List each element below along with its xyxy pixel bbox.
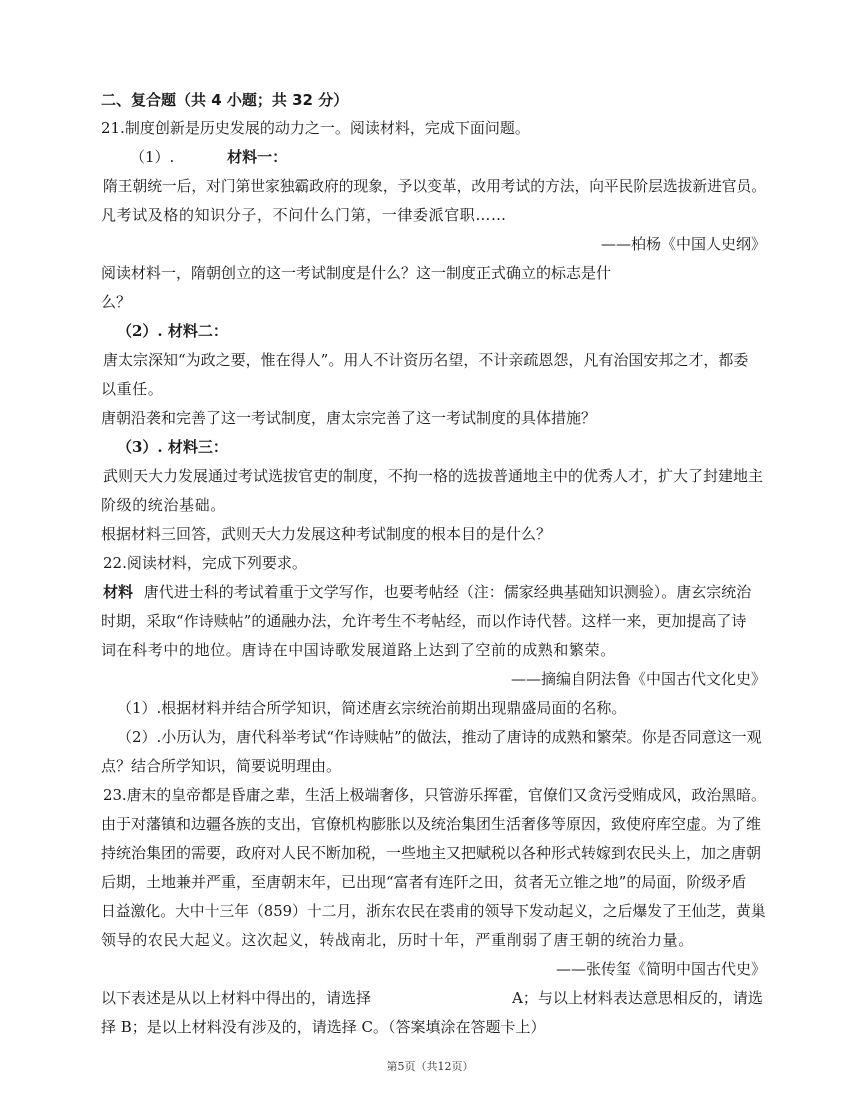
q23-material-line: 领导的农民大起义。这次起义，转战南北，历时十年，严重削弱了唐王朝的统治力量。: [101, 931, 694, 949]
q21-material3-line: 阶级的统治基础。: [101, 496, 226, 514]
q22-material-text: 唐代进士科的考试着重于文学写作，也要考帖经（注：儒家经典基础知识测验）。唐玄宗统治: [143, 583, 752, 601]
q22-material-line: 时期，采取“作诗赎帖”的通融办法，允许考生不考帖经，而以作诗代替。这样一来，更加提高了诗: [101, 612, 747, 630]
q21-material1-source: ——柏杨《中国人史纲》: [600, 235, 766, 253]
q22-material-label: 材料: [103, 583, 134, 601]
q21-part1-number: （1）.: [130, 148, 175, 166]
page-footer: 第5页（共12页）: [386, 1060, 474, 1073]
q21-material2-line: 唐太宗深知“为政之要，惟在得人”。用人不计资历名望，不计亲疏恩怨，凡有治国安邦之才，都委: [103, 351, 749, 369]
q22-question1: （1）.根据材料并结合所学知识，简述唐玄宗统治前期出现鼎盛局面的名称。: [117, 699, 627, 717]
q21-stem: 21.制度创新是历史发展的动力之一。阅读材料，完成下面问题。: [101, 119, 530, 137]
q23-material-line: 日益激化。大中十三年（859）十二月，浙东农民在裘甫的领导下发动起义，之后爆发了王仙芝，黄巢: [101, 902, 766, 920]
q22-question2: 点？结合所学知识，简要说明理由。: [101, 757, 342, 775]
q21-question1: 么？: [101, 293, 132, 311]
q21-part3-label: （3）. 材料三：: [117, 438, 228, 456]
q23-material-line: 由于对藩镇和边疆各族的支出，官僚机构膨胀以及统治集团生活奢侈等原因，致使府库空虚。为了维: [101, 815, 762, 833]
q23-instruction-left: 以下表述是从以上材料中得出的，请选择: [101, 989, 372, 1007]
q23-material-line: 持统治集团的需要，政府对人民不断加税，一些地主又把赋税以各种形式转嫁到农民头上，加之唐朝: [101, 844, 762, 862]
q23-material-line: 23.唐末的皇帝都是昏庸之辈，生活上极端奢侈，只管游乐挥霍，官僚们又贪污受贿成风，政治黑暗。: [103, 786, 766, 804]
q22-material-line: [103, 581, 751, 603]
q23-instruction: 择 B；是以上材料没有涉及的，请选择 C。（答案填涂在答题卡上）: [101, 1018, 546, 1036]
q23-material-line: 后期，土地兼并严重，至唐朝末年，已出现“富者有连阡之田，贫者无立锥之地”的局面，阶级矛盾: [101, 873, 747, 891]
q21-question2: 唐朝沿袭和完善了这一考试制度，唐太宗完善了这一考试制度的具体措施？: [101, 409, 597, 427]
q21-part2-label: （2）. 材料二：: [117, 322, 228, 340]
q23-instruction-right: A；与以上材料表达意思相反的，请选: [512, 989, 763, 1007]
q21-material3-line: 武则天大力发展通过考试选拔官吏的制度，不拘一格的选拔普通地主中的优秀人才，扩大了封建地主: [103, 467, 764, 485]
q21-part1-label: [130, 146, 287, 168]
q21-material1-line: 隋王朝统一后，对门第世家独霸政府的现象，予以变革，改用考试的方法，向平民阶层选拔新进官员。: [103, 177, 767, 195]
q21-material1-line: 凡考试及格的知识分子，不问什么门第，一律委派官职……: [101, 206, 507, 224]
section-title: 二、复合题（共 4 小题；共 32 分）: [101, 91, 349, 109]
q22-stem: 22.阅读材料，完成下列要求。: [103, 554, 307, 572]
q21-material1-label: 材料一：: [227, 148, 288, 166]
q21-question3: 根据材料三回答，武则天大力发展这种考试制度的根本目的是什么？: [101, 525, 552, 543]
q22-question2: （2）.小历认为，唐代科举考试“作诗赎帖”的做法，推动了唐诗的成熟和繁荣。你是否同意这一观: [117, 728, 762, 746]
q23-source: ——张传玺《简明中国古代史》: [555, 960, 766, 978]
q22-source: ——摘编自阴法鲁《中国古代文化史》: [510, 670, 766, 688]
q21-material2-line: 以重任。: [101, 380, 164, 398]
q21-question1: 阅读材料一，隋朝创立的这一考试制度是什么？这一制度正式确立的标志是什: [101, 264, 612, 282]
q22-material-line: 词在科考中的地位。唐诗在中国诗歌发展道路上达到了空前的成熟和繁荣。: [101, 641, 616, 659]
